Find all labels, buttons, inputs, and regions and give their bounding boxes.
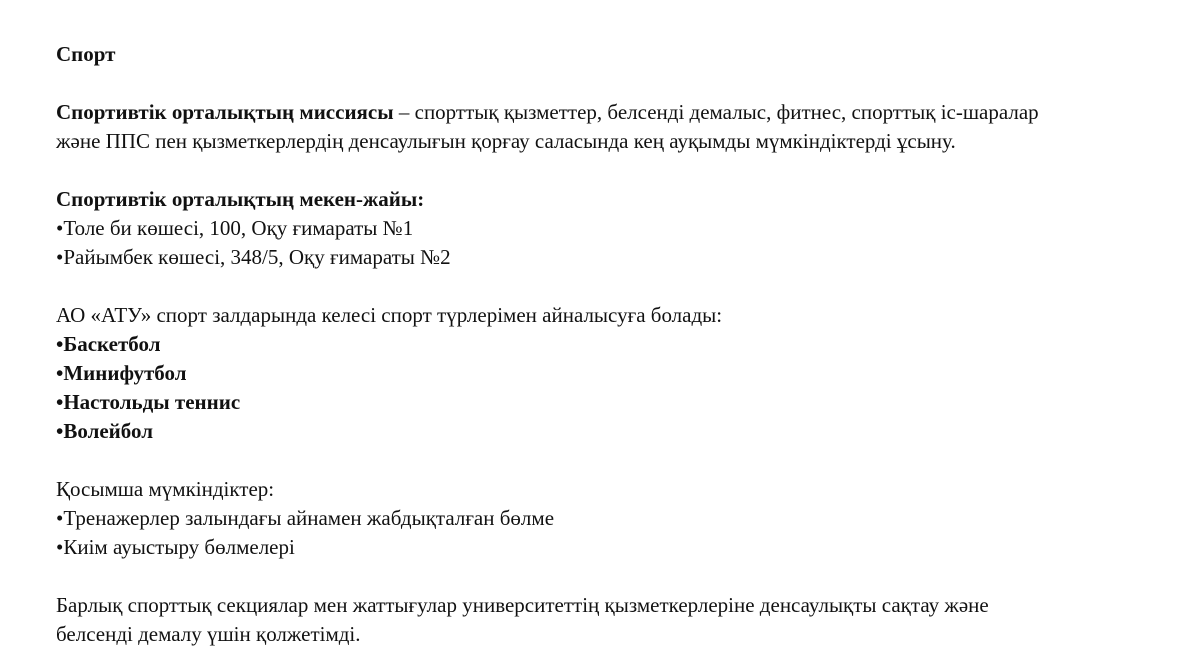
spacer <box>56 156 1186 185</box>
extras-item: •Киім ауыстыру бөлмелері <box>56 535 295 559</box>
extras-item: •Тренажерлер залындағы айнамен жабдықталған бөлме <box>56 506 555 530</box>
address-item: •Райымбек көшесі, 348/5, Оқу ғимараты №2 <box>56 245 451 269</box>
mission-line-1 <box>56 98 1186 127</box>
mission-label: Спортивтік орталықтың миссиясы <box>56 100 394 124</box>
address-heading: Спортивтік орталықтың мекен-жайы: <box>56 187 425 211</box>
spacer <box>56 562 1186 591</box>
mission-line-2: және ППС пен қызметкерлердің денсаулығын қорғау саласында кең ауқымды мүмкіндіктерді ұсыну. <box>56 129 956 153</box>
sports-intro: АО «АТУ» спорт залдарында келесі спорт түрлерімен айналысуға болады: <box>56 303 723 327</box>
page-title: Спорт <box>56 42 116 66</box>
spacer <box>56 272 1186 301</box>
sport-item-volleyball: •Волейбол <box>56 419 154 443</box>
sport-item-table-tennis: •Настольды теннис <box>56 390 241 414</box>
sport-item-minifootball: •Минифутбол <box>56 361 187 385</box>
spacer <box>56 69 1186 98</box>
mission-text-1: – спорттық қызметтер, белсенді демалыс, фитнес, спорттық іс-шаралар <box>393 100 1039 124</box>
extras-heading: Қосымша мүмкіндіктер: <box>56 477 275 501</box>
spacer <box>56 446 1186 475</box>
closing-line-1: Барлық спорттық секциялар мен жаттығулар университеттің қызметкерлеріне денсаулықты сақтау және <box>56 593 989 617</box>
address-item: •Толе би көшесі, 100, Оқу ғимараты №1 <box>56 216 414 240</box>
document-body <box>56 40 1186 649</box>
closing-line-2: белсенді демалу үшін қолжетімді. <box>56 622 361 646</box>
sport-item-basketball: •Баскетбол <box>56 332 161 356</box>
